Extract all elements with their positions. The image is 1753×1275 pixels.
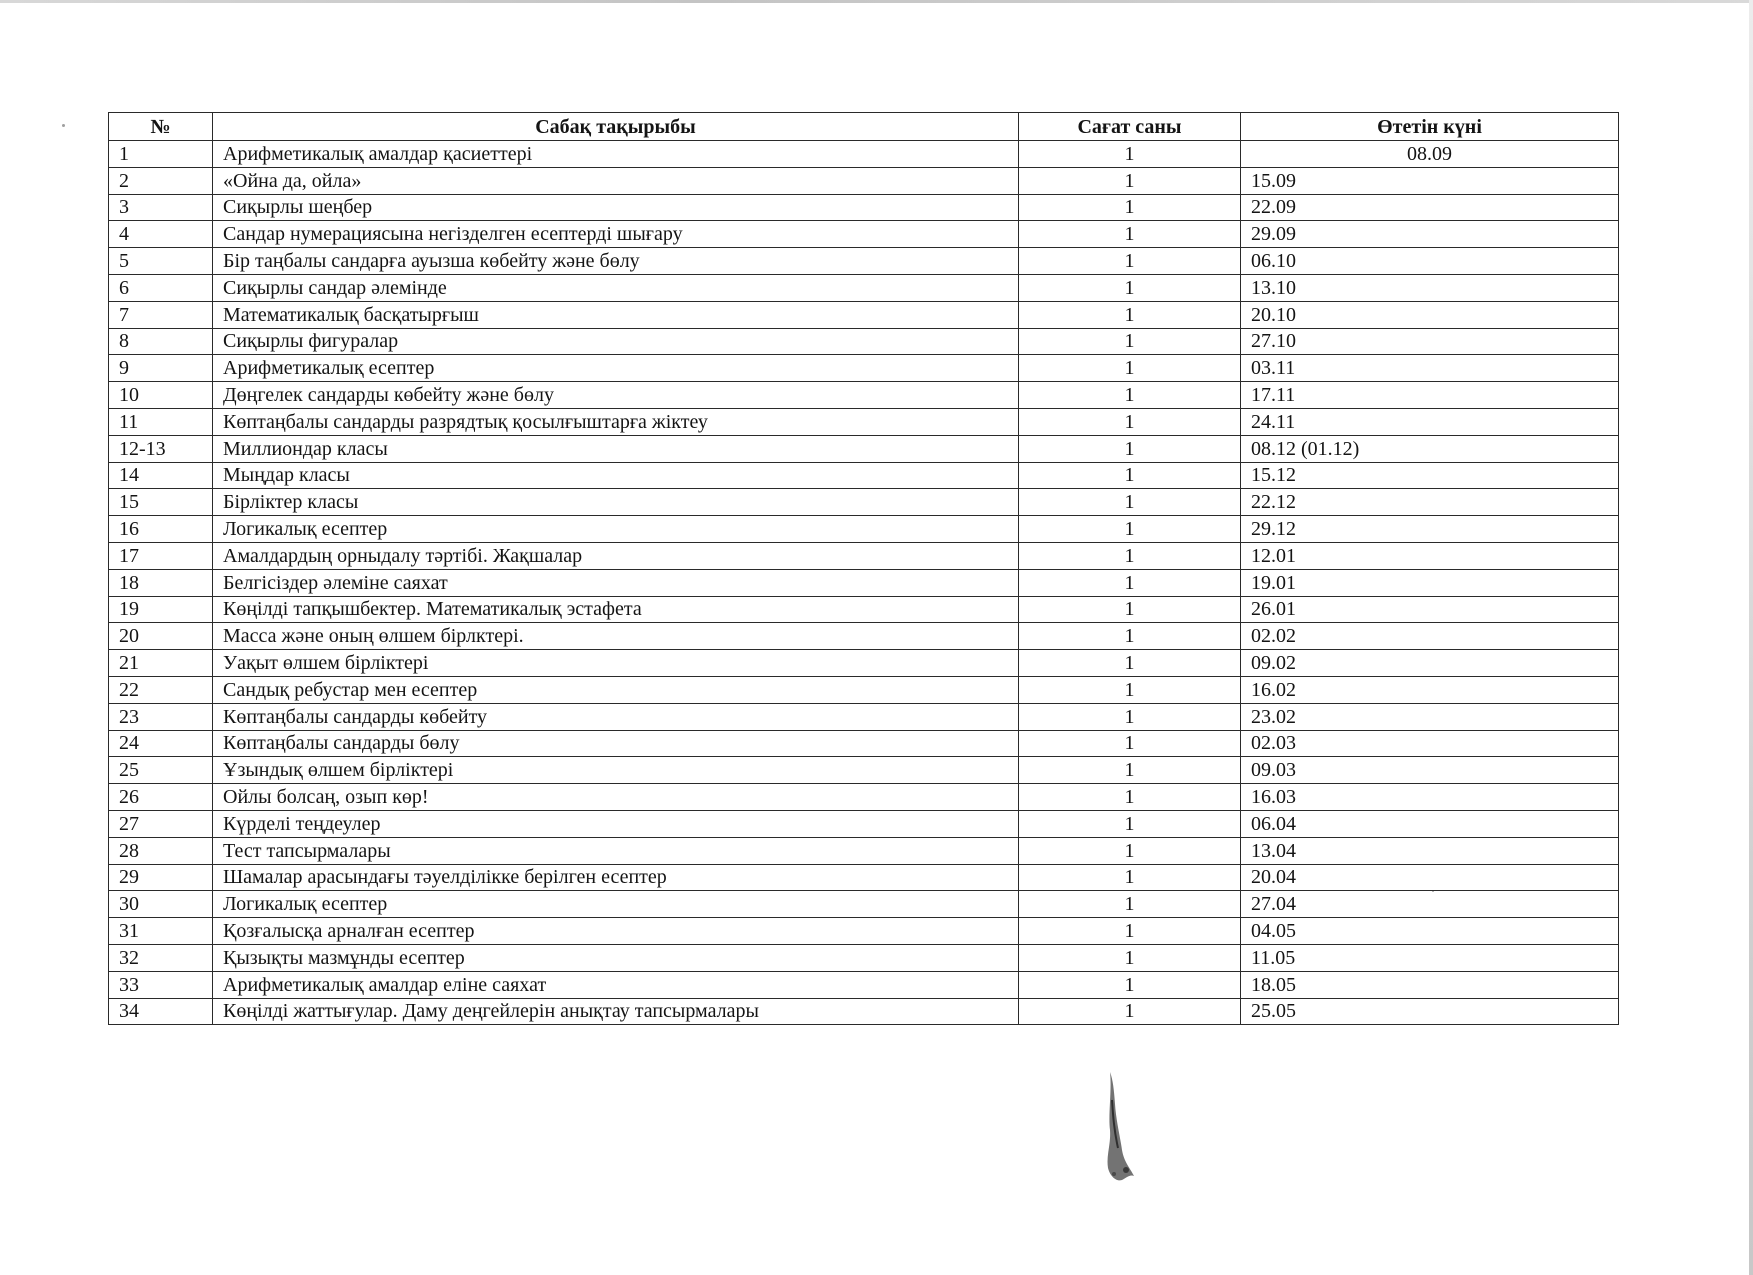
row-topic: Бір таңбалы сандарға ауызша көбейту және бөлу (213, 248, 1019, 275)
row-hours: 1 (1019, 944, 1241, 971)
table-row (109, 408, 1619, 435)
row-number: 24 (109, 730, 213, 757)
row-hours: 1 (1019, 355, 1241, 382)
row-topic: Миллиондар класы (213, 435, 1019, 462)
row-number: 33 (109, 971, 213, 998)
row-topic: Дөңгелек сандарды көбейту және бөлу (213, 382, 1019, 409)
row-date: 06.04 (1241, 810, 1619, 837)
row-hours: 1 (1019, 221, 1241, 248)
row-number: 26 (109, 784, 213, 811)
row-topic: Сандар нумерациясына негізделген есептерді шығару (213, 221, 1019, 248)
row-topic: Көптаңбалы сандарды көбейту (213, 703, 1019, 730)
row-number: 19 (109, 596, 213, 623)
row-number: 25 (109, 757, 213, 784)
row-number: 12-13 (109, 435, 213, 462)
row-number: 16 (109, 516, 213, 543)
row-date: 22.12 (1241, 489, 1619, 516)
row-date: 12.01 (1241, 542, 1619, 569)
table-row (109, 542, 1619, 569)
row-date: 08.09 (1241, 141, 1619, 168)
row-hours: 1 (1019, 435, 1241, 462)
header-hours: Сағат саны (1019, 113, 1241, 141)
row-number: 17 (109, 542, 213, 569)
table-row (109, 141, 1619, 168)
row-topic: Ұзындық өлшем бірліктері (213, 757, 1019, 784)
row-number: 21 (109, 650, 213, 677)
row-date: 20.04 (1241, 864, 1619, 891)
table-row (109, 435, 1619, 462)
row-topic: Қызықты мазмұнды есептер (213, 944, 1019, 971)
scan-edge-top (0, 0, 1753, 3)
row-date: 27.04 (1241, 891, 1619, 918)
row-date: 17.11 (1241, 382, 1619, 409)
row-hours: 1 (1019, 891, 1241, 918)
row-hours: 1 (1019, 596, 1241, 623)
ink-pen-mark (1100, 1070, 1144, 1185)
row-hours: 1 (1019, 141, 1241, 168)
row-hours: 1 (1019, 703, 1241, 730)
row-date: 24.11 (1241, 408, 1619, 435)
row-topic: Сиқырлы сандар әлемінде (213, 274, 1019, 301)
row-number: 11 (109, 408, 213, 435)
table-row (109, 248, 1619, 275)
table-row (109, 489, 1619, 516)
row-topic: Тест тапсырмалары (213, 837, 1019, 864)
table-row (109, 167, 1619, 194)
row-hours: 1 (1019, 542, 1241, 569)
table-header (109, 113, 1619, 141)
row-hours: 1 (1019, 274, 1241, 301)
row-topic: Сиқырлы фигуралар (213, 328, 1019, 355)
row-topic: Амалдардың орныдалу тәртібі. Жақшалар (213, 542, 1019, 569)
row-number: 1 (109, 141, 213, 168)
row-date: 25.05 (1241, 998, 1619, 1025)
row-date: 23.02 (1241, 703, 1619, 730)
row-topic: Масса және оның өлшем бірлктері. (213, 623, 1019, 650)
scan-edge-right (1749, 0, 1753, 1275)
row-topic: Көптаңбалы сандарды бөлу (213, 730, 1019, 757)
row-hours: 1 (1019, 784, 1241, 811)
row-date: 13.10 (1241, 274, 1619, 301)
table-row (109, 784, 1619, 811)
row-hours: 1 (1019, 918, 1241, 945)
row-hours: 1 (1019, 382, 1241, 409)
row-number: 31 (109, 918, 213, 945)
row-date: 18.05 (1241, 971, 1619, 998)
row-number: 5 (109, 248, 213, 275)
row-hours: 1 (1019, 569, 1241, 596)
table-row (109, 194, 1619, 221)
table-row (109, 301, 1619, 328)
row-number: 3 (109, 194, 213, 221)
row-hours: 1 (1019, 328, 1241, 355)
row-number: 23 (109, 703, 213, 730)
row-topic: Сандық ребустар мен есептер (213, 676, 1019, 703)
row-number: 8 (109, 328, 213, 355)
row-date: 16.02 (1241, 676, 1619, 703)
row-hours: 1 (1019, 757, 1241, 784)
row-date: 22.09 (1241, 194, 1619, 221)
row-number: 29 (109, 864, 213, 891)
row-number: 18 (109, 569, 213, 596)
row-topic: Арифметикалық есептер (213, 355, 1019, 382)
row-topic: Көңілді жаттығулар. Даму деңгейлерін анықтау тапсырмалары (213, 998, 1019, 1025)
table-row (109, 355, 1619, 382)
table-body (109, 141, 1619, 1025)
row-hours: 1 (1019, 971, 1241, 998)
row-date: 08.12 (01.12) (1241, 435, 1619, 462)
row-number: 27 (109, 810, 213, 837)
lesson-schedule-table (108, 112, 1619, 1025)
row-hours: 1 (1019, 489, 1241, 516)
table-row (109, 274, 1619, 301)
table-row (109, 650, 1619, 677)
row-topic: «Ойна да, ойла» (213, 167, 1019, 194)
row-date: 04.05 (1241, 918, 1619, 945)
row-number: 2 (109, 167, 213, 194)
row-topic: Сиқырлы шеңбер (213, 194, 1019, 221)
row-number: 32 (109, 944, 213, 971)
table-row (109, 382, 1619, 409)
row-topic: Уақыт өлшем бірліктері (213, 650, 1019, 677)
row-date: 29.12 (1241, 516, 1619, 543)
row-date: 11.05 (1241, 944, 1619, 971)
row-date: 16.03 (1241, 784, 1619, 811)
row-number: 6 (109, 274, 213, 301)
table-row (109, 918, 1619, 945)
table-row (109, 891, 1619, 918)
row-hours: 1 (1019, 998, 1241, 1025)
row-topic: Мыңдар класы (213, 462, 1019, 489)
row-topic: Логикалық есептер (213, 891, 1019, 918)
table-row (109, 944, 1619, 971)
row-hours: 1 (1019, 623, 1241, 650)
row-topic: Бірліктер класы (213, 489, 1019, 516)
row-topic: Белгісіздер әлеміне саяхат (213, 569, 1019, 596)
row-date: 27.10 (1241, 328, 1619, 355)
row-hours: 1 (1019, 167, 1241, 194)
row-date: 26.01 (1241, 596, 1619, 623)
table-row (109, 328, 1619, 355)
header-number: № (109, 113, 213, 141)
row-number: 22 (109, 676, 213, 703)
row-date: 06.10 (1241, 248, 1619, 275)
row-number: 10 (109, 382, 213, 409)
row-hours: 1 (1019, 408, 1241, 435)
table-row (109, 462, 1619, 489)
table-row (109, 864, 1619, 891)
row-hours: 1 (1019, 730, 1241, 757)
scan-speck (62, 124, 65, 127)
row-hours: 1 (1019, 676, 1241, 703)
table-row (109, 998, 1619, 1025)
row-hours: 1 (1019, 837, 1241, 864)
row-number: 30 (109, 891, 213, 918)
header-topic: Сабақ тақырыбы (213, 113, 1019, 141)
table-row (109, 676, 1619, 703)
row-hours: 1 (1019, 810, 1241, 837)
row-hours: 1 (1019, 248, 1241, 275)
row-date: 03.11 (1241, 355, 1619, 382)
row-date: 02.02 (1241, 623, 1619, 650)
row-topic: Математикалық басқатырғыш (213, 301, 1019, 328)
row-number: 7 (109, 301, 213, 328)
table-row (109, 596, 1619, 623)
row-hours: 1 (1019, 462, 1241, 489)
row-hours: 1 (1019, 864, 1241, 891)
row-date: 15.09 (1241, 167, 1619, 194)
row-topic: Көптаңбалы сандарды разрядтық қосылғыштарға жіктеу (213, 408, 1019, 435)
row-number: 34 (109, 998, 213, 1025)
row-hours: 1 (1019, 301, 1241, 328)
row-number: 14 (109, 462, 213, 489)
row-date: 13.04 (1241, 837, 1619, 864)
row-number: 15 (109, 489, 213, 516)
row-topic: Күрделі теңдеулер (213, 810, 1019, 837)
row-date: 29.09 (1241, 221, 1619, 248)
row-hours: 1 (1019, 650, 1241, 677)
row-number: 9 (109, 355, 213, 382)
row-topic: Шамалар арасындағы тәуелділікке берілген есептер (213, 864, 1019, 891)
table-row (109, 971, 1619, 998)
header-row (109, 113, 1619, 141)
row-hours: 1 (1019, 194, 1241, 221)
row-number: 20 (109, 623, 213, 650)
row-date: 02.03 (1241, 730, 1619, 757)
row-topic: Қозғалысқа арналған есептер (213, 918, 1019, 945)
table-row (109, 757, 1619, 784)
row-date: 09.02 (1241, 650, 1619, 677)
table-row (109, 516, 1619, 543)
row-topic: Ойлы болсаң, озып көр! (213, 784, 1019, 811)
table-row (109, 221, 1619, 248)
row-date: 09.03 (1241, 757, 1619, 784)
table-row (109, 703, 1619, 730)
row-date: 15.12 (1241, 462, 1619, 489)
row-topic: Логикалық есептер (213, 516, 1019, 543)
header-date: Өтетін күні (1241, 113, 1619, 141)
row-hours: 1 (1019, 516, 1241, 543)
table-row (109, 623, 1619, 650)
row-number: 28 (109, 837, 213, 864)
row-date: 19.01 (1241, 569, 1619, 596)
row-topic: Арифметикалық амалдар еліне саяхат (213, 971, 1019, 998)
table-row (109, 810, 1619, 837)
row-topic: Арифметикалық амалдар қасиеттері (213, 141, 1019, 168)
row-date: 20.10 (1241, 301, 1619, 328)
table-row (109, 569, 1619, 596)
row-number: 4 (109, 221, 213, 248)
table-row (109, 730, 1619, 757)
table-row (109, 837, 1619, 864)
row-topic: Көңілді тапқышбектер. Математикалық эстафета (213, 596, 1019, 623)
